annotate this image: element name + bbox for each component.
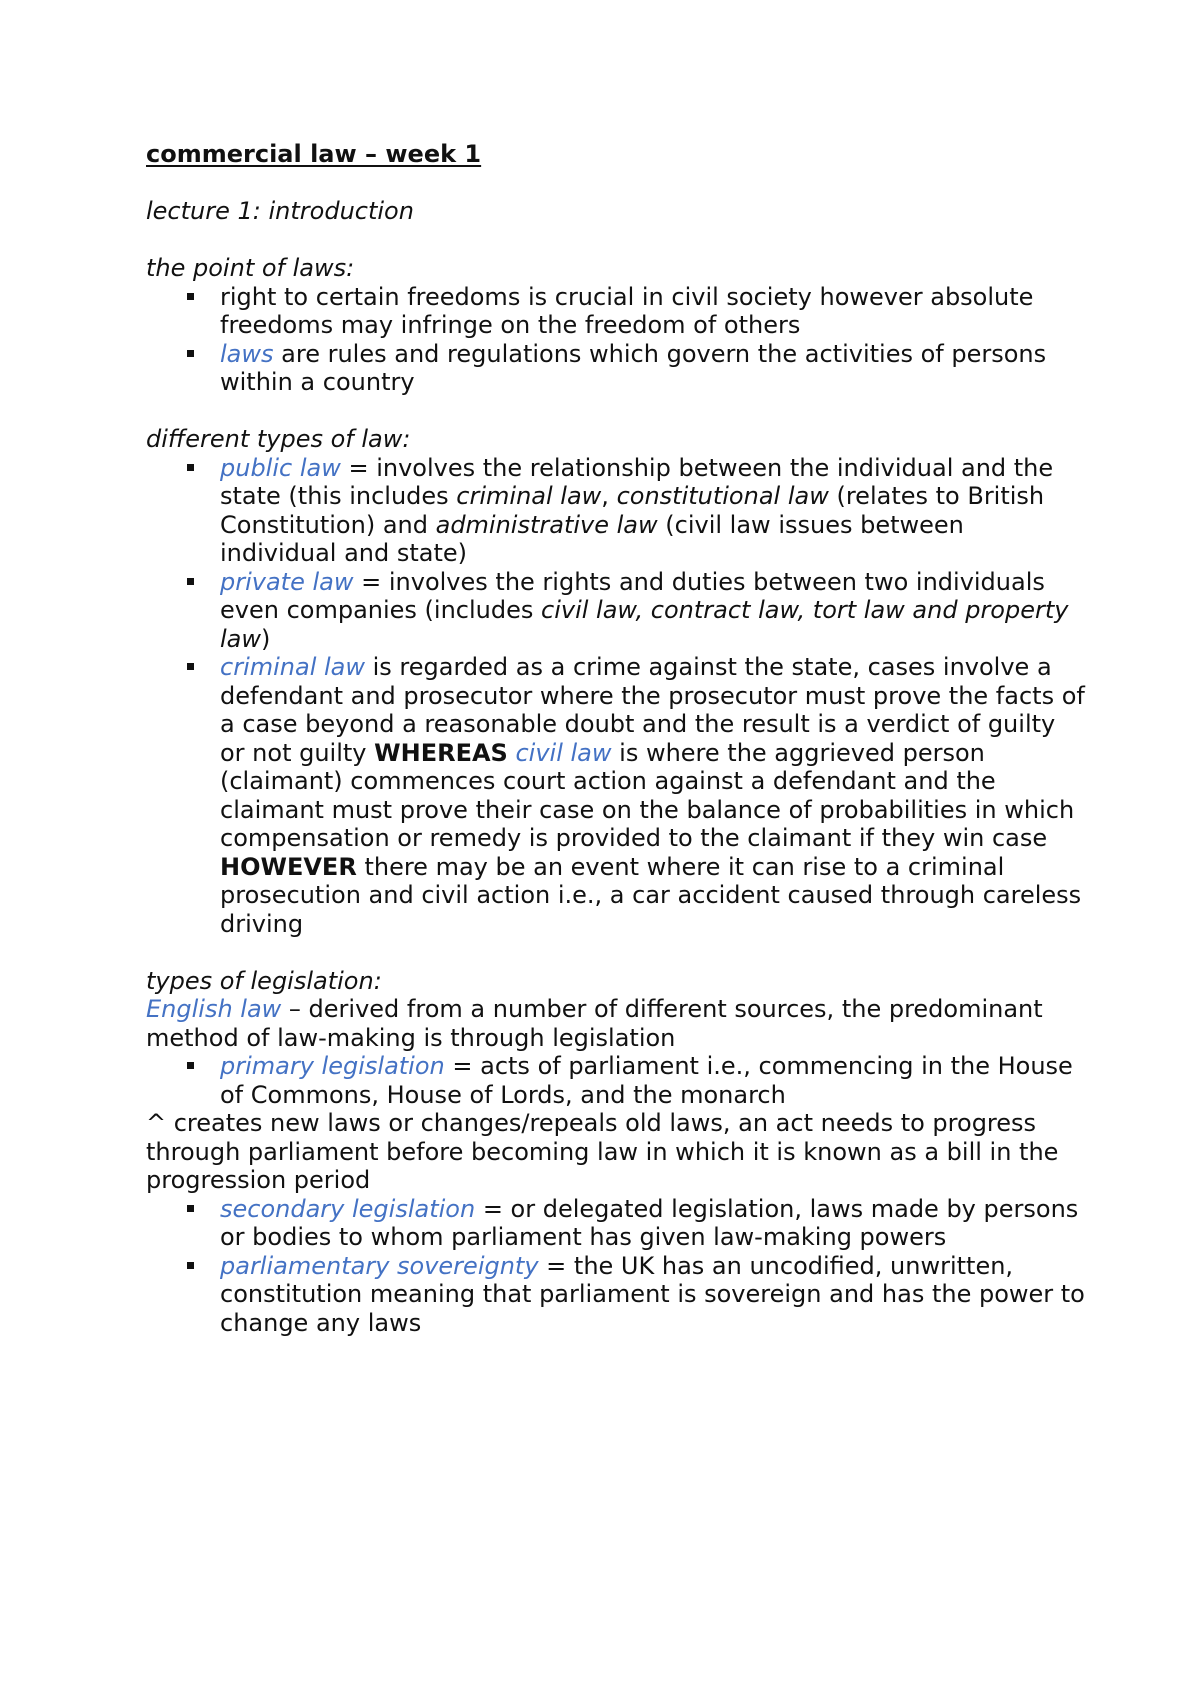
bullet-icon xyxy=(187,1262,194,1269)
caret-note: ^ creates new laws or changes/repeals old laws, an act needs to progress through parliament before becoming law in which it is known as a bill in the progression period xyxy=(146,1109,1059,1194)
section-heading-point-of-laws: the point of laws: xyxy=(146,254,355,282)
italic-segment: criminal law xyxy=(456,482,602,510)
italic-segment: constitutional law xyxy=(616,482,829,510)
term-private-law: private law xyxy=(220,567,354,596)
list-item xyxy=(220,283,1086,340)
bullet-icon xyxy=(187,350,194,357)
legislation-list-secondary xyxy=(146,1195,1086,1338)
text-segment: – derived from a number of different sources, the predominant method of law-making is through legislation xyxy=(146,995,1043,1052)
term-english-law: English law xyxy=(146,995,282,1023)
list-item xyxy=(220,653,1086,938)
bold-segment: WHEREAS xyxy=(374,738,508,767)
lecture-heading: lecture 1: introduction xyxy=(146,197,414,225)
term-public-law: public law xyxy=(220,453,341,482)
text-segment: is regarded as a crime against the state, cases involve a defendant and prosecutor where the prosecutor must prove the facts of a case beyond a reasonable doubt and the result is a verdict of guilty or not guilty xyxy=(220,653,1085,767)
bullet-icon xyxy=(187,464,194,471)
text-segment: = involves the relationship between the individual and the state (this includes xyxy=(220,453,1054,510)
text-segment: = acts of parliament i.e., commencing in the House of Commons, House of Lords, and the monarch xyxy=(220,1052,1073,1109)
italic-segment: civil law, contract law, tort law and property law xyxy=(220,596,1069,653)
section-heading-legislation: types of legislation: xyxy=(146,966,382,995)
list-item xyxy=(220,1195,1086,1252)
text-segment: = or delegated legislation, laws made by persons or bodies to whom parliament has given law-making powers xyxy=(220,1194,1079,1251)
list-item xyxy=(220,1252,1086,1338)
text-segment: (civil law issues between individual and state) xyxy=(220,510,964,567)
bullet-icon xyxy=(187,578,194,585)
text-segment: = the UK has an uncodified, unwritten, constitution meaning that parliament is sovereign and has the power to change any laws xyxy=(220,1251,1085,1337)
bullet-text: are rules and regulations which govern the activities of persons within a country xyxy=(220,339,1047,396)
document-page xyxy=(146,140,1086,1337)
bullet-icon xyxy=(187,1062,194,1069)
point-of-laws-list xyxy=(146,283,1086,397)
bold-segment: HOWEVER xyxy=(220,852,357,881)
italic-segment: administrative law xyxy=(435,510,658,539)
text-segment: is where the aggrieved person (claimant) commences court action against a defendant and the claimant must prove their case on the balance of probabilities in which compensation or remedy is provided to the claimant if they win case xyxy=(220,738,1075,852)
term-primary-legislation: primary legislation xyxy=(220,1052,445,1080)
term-civil-law: civil law xyxy=(515,738,612,767)
legislation-list-primary xyxy=(146,1052,1086,1109)
section-heading-types-of-law: different types of law: xyxy=(146,425,411,453)
text-segment: , xyxy=(601,482,617,510)
bullet-icon xyxy=(187,1205,194,1212)
document-title: commercial law – week 1 xyxy=(146,140,482,168)
term-secondary-legislation: secondary legislation xyxy=(220,1194,476,1223)
bullet-text: right to certain freedoms is crucial in civil society however absolute freedoms may infringe on the freedom of others xyxy=(220,282,1034,339)
text-segment: there may be an event where it can rise to a criminal prosecution and civil action i.e., a car accident caused through careless driving xyxy=(220,852,1082,938)
list-item xyxy=(220,1052,1086,1109)
english-law-paragraph xyxy=(146,995,1086,1052)
list-item xyxy=(220,454,1086,568)
term-laws: laws xyxy=(220,339,274,368)
text-segment: = involves the rights and duties between two individuals even companies (includes xyxy=(220,567,1045,624)
list-item xyxy=(220,340,1086,397)
term-parliamentary-sovereignty: parliamentary sovereignty xyxy=(220,1251,539,1280)
list-item xyxy=(220,568,1086,654)
types-of-law-list xyxy=(146,454,1086,939)
bullet-icon xyxy=(187,293,194,300)
text-segment: ) xyxy=(261,624,271,653)
text-segment: (relates to British Constitution) and xyxy=(220,482,1045,539)
bullet-icon xyxy=(187,663,194,670)
term-criminal-law: criminal law xyxy=(220,653,365,681)
